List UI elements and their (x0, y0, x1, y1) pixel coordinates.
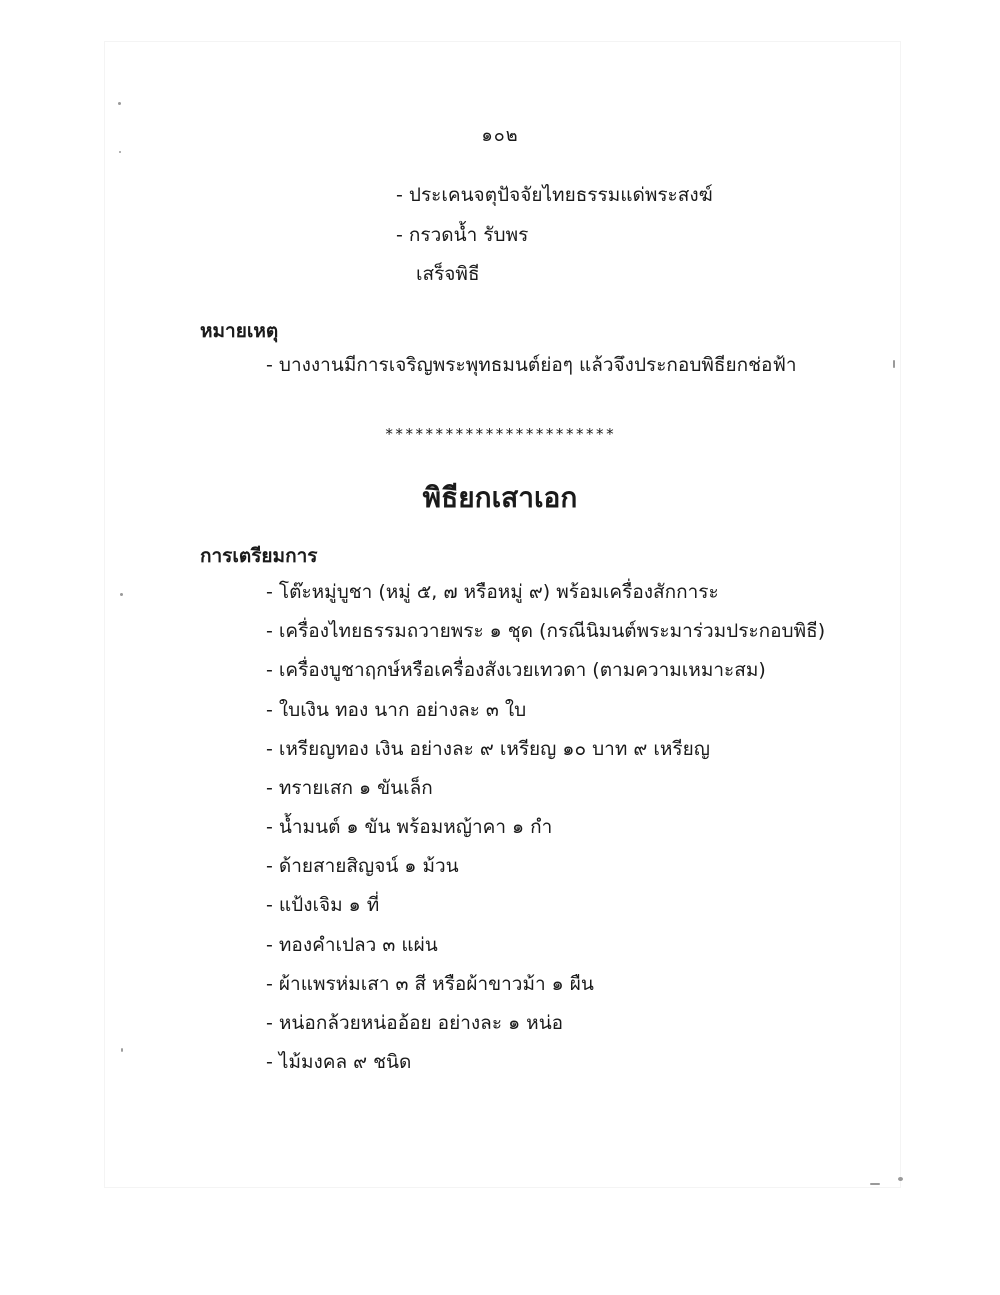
list-item: - ไม้มงคล ๙ ชนิด (266, 1051, 412, 1073)
list-item: - เครื่องบูชาฤกษ์หรือเครื่องสังเวยเทวดา (ตามความเหมาะสม) (266, 659, 766, 681)
note-item: - บางงานมีการเจริญพระพุทธมนต์ย่อๆ แล้วจึงประกอบพิธียกช่อฟ้า (266, 354, 797, 376)
list-item: - เครื่องไทยธรรมถวายพระ ๑ ชุด (กรณีนิมนต์พระมาร่วมประกอบพิธี) (266, 620, 826, 642)
section-title: พิธียกเสาเอก (422, 481, 578, 514)
scan-speck (121, 1048, 123, 1052)
preparation-heading: การเตรียมการ (200, 545, 318, 567)
scan-speck (870, 1183, 880, 1185)
ceremony-end-text: เสร็จพิธี (416, 263, 480, 285)
scan-speck (120, 593, 123, 596)
list-item: - หน่อกล้วยหน่ออ้อย อย่างละ ๑ หน่อ (266, 1012, 564, 1034)
page-number: ๑๐๒ (481, 125, 519, 146)
scan-speck (893, 360, 895, 368)
list-item: - แป้งเจิม ๑ ที่ (266, 894, 380, 916)
list-item: - กรวดน้ำ รับพร (396, 224, 529, 246)
scan-speck (119, 151, 121, 153)
list-item: - ทรายเสก ๑ ขันเล็ก (266, 777, 433, 799)
list-item: - ประเคนจตุปัจจัยไทยธรรมแด่พระสงฆ์ (396, 184, 713, 206)
list-item: - น้ำมนต์ ๑ ขัน พร้อมหญ้าคา ๑ กำ (266, 816, 553, 838)
list-item: - ทองคำเปลว ๓ แผ่น (266, 934, 438, 956)
list-item: - ผ้าแพรห่มเสา ๓ สี หรือผ้าขาวม้า ๑ ผืน (266, 973, 594, 995)
scan-speck (118, 102, 121, 105)
separator: *********************** (384, 425, 616, 443)
list-item: - โต๊ะหมู่บูชา (หมู่ ๕, ๗ หรือหมู่ ๙) พร้อมเครื่องสักการะ (266, 581, 719, 603)
list-item: - ด้ายสายสิญจน์ ๑ ม้วน (266, 855, 459, 877)
list-item: - ใบเงิน ทอง นาก อย่างละ ๓ ใบ (266, 699, 527, 721)
scan-speck (898, 1177, 903, 1181)
note-heading: หมายเหตุ (200, 320, 279, 342)
list-item: - เหรียญทอง เงิน อย่างละ ๙ เหรียญ ๑๐ บาท ๙ เหรียญ (266, 738, 710, 760)
